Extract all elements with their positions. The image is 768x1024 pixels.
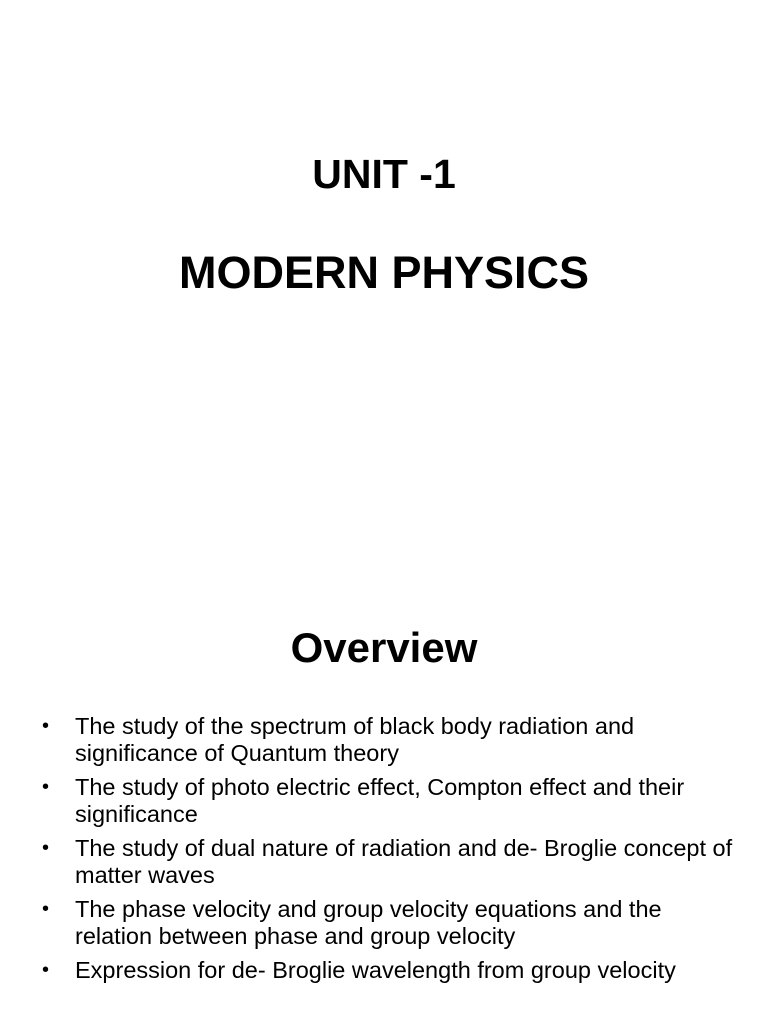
bullet-text: The study of dual nature of radiation and de- Broglie concept of matter waves	[75, 835, 733, 888]
bullet-dot-icon: •	[42, 837, 50, 859]
overview-heading: Overview	[290, 624, 478, 671]
bullet-text: The phase velocity and group velocity equations and the relation between phase and group velocity	[75, 896, 662, 949]
list-item	[42, 957, 742, 984]
bullet-dot-icon: •	[42, 959, 50, 981]
overview-bullet-list	[42, 713, 742, 991]
bullet-dot-icon: •	[42, 715, 50, 737]
unit-heading: UNIT -1	[312, 151, 456, 197]
course-title: MODERN PHYSICS	[178, 247, 590, 298]
bullet-text: The study of the spectrum of black body radiation and significance of Quantum theory	[75, 713, 635, 766]
overview-slide	[0, 576, 768, 1024]
list-item	[42, 896, 742, 950]
bullet-dot-icon: •	[42, 898, 50, 920]
list-item	[42, 713, 742, 767]
bullet-dot-icon: •	[42, 776, 50, 798]
bullet-text: The study of photo electric effect, Compton effect and their significance	[75, 774, 685, 827]
list-item	[42, 774, 742, 828]
list-item	[42, 835, 742, 889]
bullet-text: Expression for de- Broglie wavelength from group velocity	[75, 957, 676, 983]
